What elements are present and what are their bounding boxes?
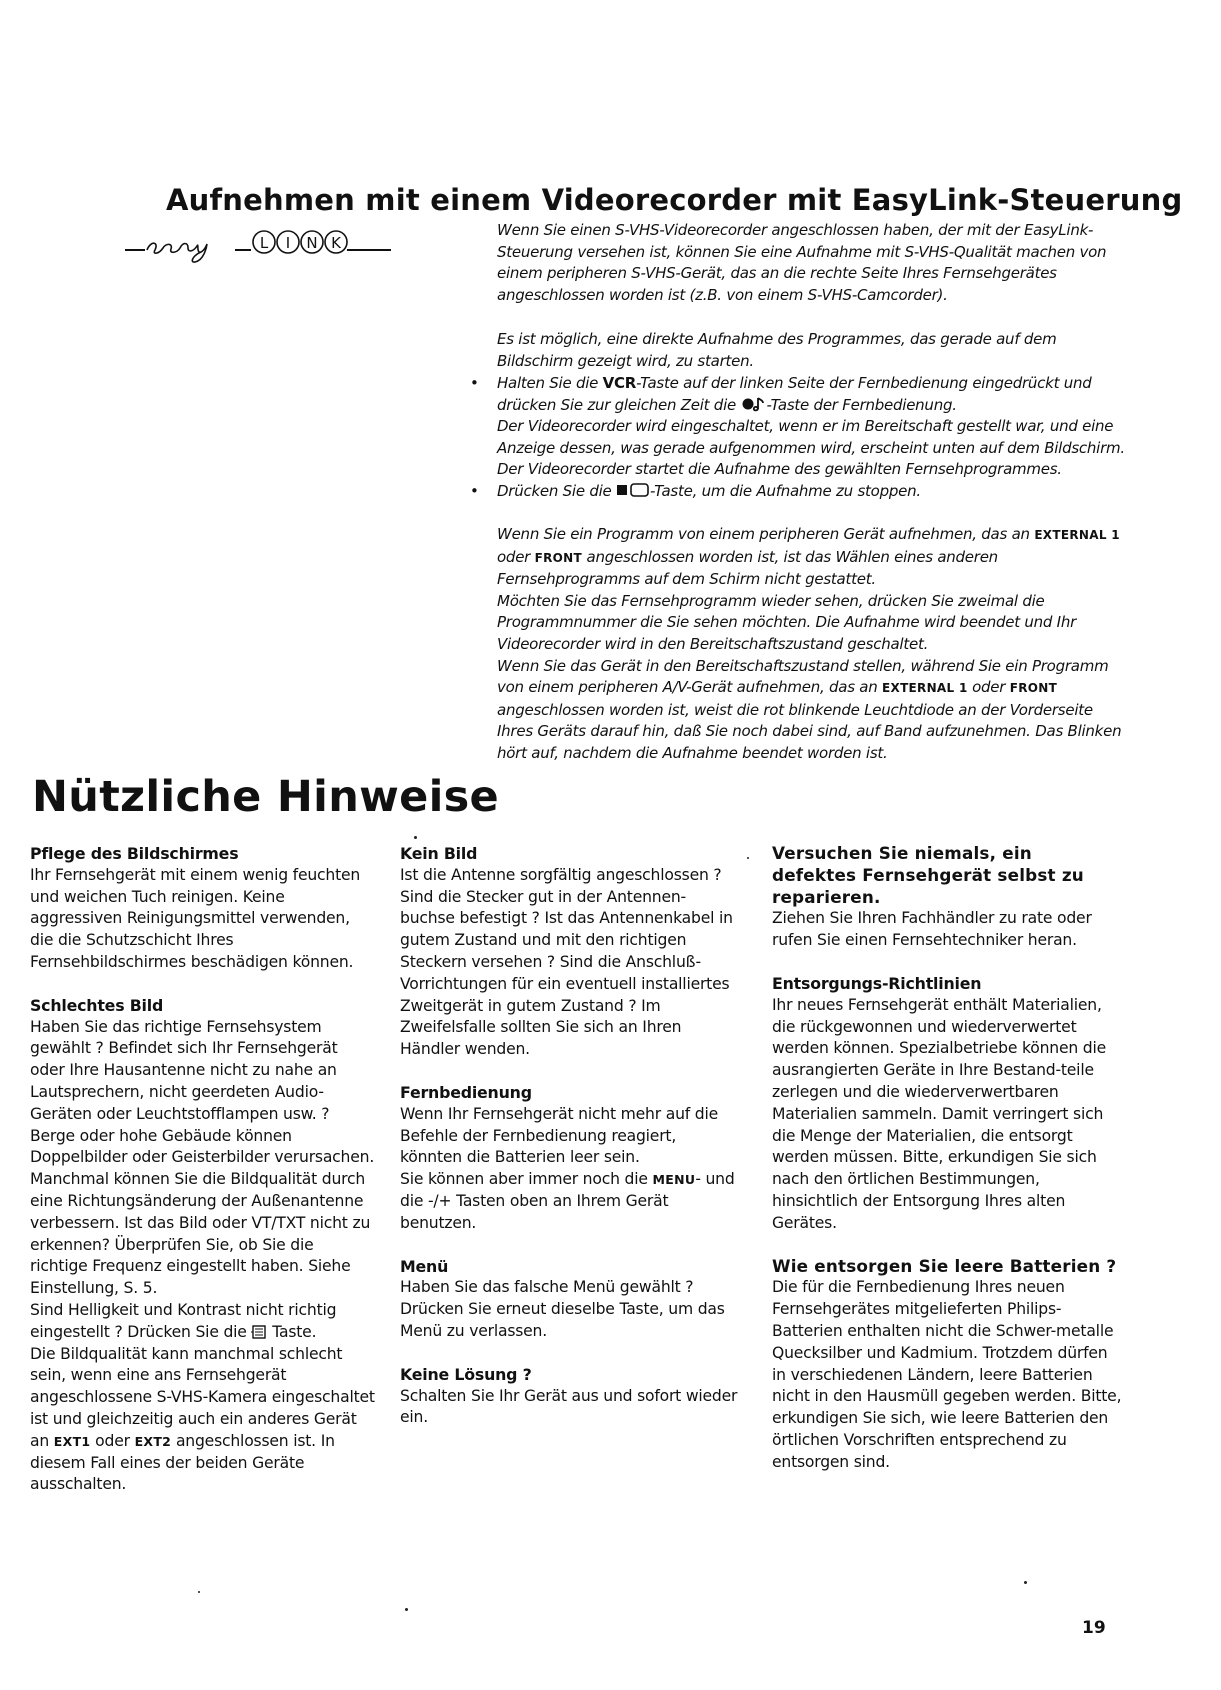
vcr-key-label: VCR xyxy=(602,374,637,392)
section-keine-loesung: Keine Lösung ? Schalten Sie Ihr Gerät aus und sofort wieder ein. xyxy=(400,1364,740,1429)
bullet-icon: • xyxy=(470,481,479,500)
teletext-picture-icon xyxy=(251,1324,267,1338)
direct-recording-paragraph: Es ist möglich, eine direkte Aufnahme des Programmes, das gerade auf dem Bildschirm gezeigt wird, zu starten. xyxy=(497,330,1057,370)
section-title-reparieren: Versuchen Sie niemals, ein defektes Fernsehgerät selbst zu reparieren. xyxy=(772,843,1084,907)
section-title-menue: Menü xyxy=(400,1256,449,1276)
page-number: 19 xyxy=(1082,1618,1106,1638)
stop-icon xyxy=(616,482,650,498)
scan-speck xyxy=(405,1608,408,1611)
scan-speck xyxy=(747,857,749,859)
intro-paragraph: Wenn Sie einen S-VHS-Videorecorder angeschlossen haben, der mit der EasyLink-Steuerung versehen ist, können Sie eine Aufnahme mit S-VHS-Qualität machen von einem peripheren S-VHS-Gerät, das an die rechte Seite Ihres Fernsehgerätes angeschlossen worden ist (z.B. von einem S-VHS-Camcorder). xyxy=(497,221,1107,304)
scan-speck xyxy=(1024,1581,1027,1584)
section-reparieren: Versuchen Sie niemals, ein defektes Fernsehgerät selbst zu reparieren. Ziehen Sie Ihren Fachhändler zu rate oder rufen Sie einen Fernsehtechniker heran. xyxy=(772,843,1122,952)
bullet-stop-recording: • Drücken Sie die -Taste, um die Aufnahme zu stoppen. xyxy=(470,481,1130,503)
section-kein-bild: Kein Bild Ist die Antenne sorgfältig angeschlossen ? Sind die Stecker gut in der Antennen-buchse befestigt ? Ist das Antennenkabel in gutem Zustand und mit den richtigen Steckern versehen ? Sind die Anschluß-Vorrichtungen für ein eventuell installiertes Zweitgerät in gutem Zustand ? Im Zweifelsfalle sollten Sie sich an Ihren Händler wenden. xyxy=(400,843,740,1061)
section-title-fernbedienung: Fernbedienung xyxy=(400,1082,532,1102)
svg-text:N: N xyxy=(306,234,318,252)
svg-text:I: I xyxy=(285,234,291,252)
svg-text:L: L xyxy=(259,234,269,252)
section-entsorgung: Entsorgungs-Richtlinien Ihr neues Fernsehgerät enthält Materialien, die rückgewonnen und wiederverwertet werden können. Spezialbetriebe können die ausrangierten Geräte in Ihre Bestand-teile zerlegen und die wiederverwertbaren Materialien sammeln. Damit verringert sich die Menge der Materialien, die entsorgt werden müssen. Bitte, erkundigen Sie sich nach den örtlichen Bestimmungen, hinsichtlich der Entsorgung Ihres alten Gerätes. xyxy=(772,973,1122,1235)
section-title-pflege: Pflege des Bildschirmes xyxy=(30,844,239,863)
svg-text:K: K xyxy=(331,234,341,252)
section-title-keine-loesung: Keine Lösung ? xyxy=(400,1364,532,1384)
main-heading: Nützliche Hinweise xyxy=(32,772,500,822)
record-icon xyxy=(741,396,767,412)
section-title-batterien: Wie entsorgen Sie leere Batterien ? xyxy=(772,1255,1117,1276)
easylink-logo xyxy=(123,223,393,273)
section-batterien: Wie entsorgen Sie leere Batterien ? Die für die Fernbedienung Ihres neuen Fernsehgerätes mitgelieferten Philips-Batterien enthalten nicht die Schwer-metalle Quecksilber und Kadmium. Trotzdem dürfen in verschiedenen Ländern, leere Batterien nicht in den Hausmüll gegeben werden. Bitte, erkundigen Sie sich, wie leere Batterien den örtlichen Vorschriften entsprechend zu entsorgen sind. xyxy=(772,1255,1122,1471)
bullet-icon: • xyxy=(470,374,479,392)
section-schlechtes-bild: Schlechtes Bild Haben Sie das richtige Fernsehsystem gewählt ? Befindet sich Ihr Fernsehgerät oder Ihre Hausantenne nicht zu nahe an Lautsprechern, nicht geerdeten Audio-Geräten oder Leuchtstofflampen usw. ? Berge oder hohe Gebäude können Doppelbilder oder Geisterbilder verursachen. Manchmal können Sie die Bildqualität durch eine Richtungsänderung der Außenantenne verbessern. Ist das Bild oder VT/TXT nicht zu erkennen? Überprüfen Sie, ob Sie die richtige Frequenz eingestellt haben. Siehe Einstellung, S. 5. Sind Helligkeit und Kontrast nicht richtig eingestellt ? Drücken Sie die Taste. Die Bildqualität kann manchmal schlecht sein, wenn eine ans Fernsehgerät angeschlossene S-VHS-Kamera eingeschaltet ist und gleichzeitig auch ein anderes Gerät an EXT1 oder EXT2 angeschlossen ist. In diesem Fall eines der beiden Geräte ausschalten. xyxy=(30,995,375,1494)
section-title-entsorgung: Entsorgungs-Richtlinien xyxy=(772,973,982,993)
section-title-schlechtes-bild: Schlechtes Bild xyxy=(30,995,164,1015)
hints-column-1 xyxy=(30,843,375,1517)
instruction-bullets xyxy=(470,373,1130,503)
section-menue: Menü Haben Sie das falsche Menü gewählt ? Drücken Sie erneut dieselbe Taste, um das Menü zu verlassen. xyxy=(400,1256,740,1343)
scan-speck xyxy=(198,1591,200,1593)
section-fernbedienung: Fernbedienung Wenn Ihr Fernsehgerät nicht mehr auf die Befehle der Fernbedienung reagiert, könnten die Batterien leer sein. Sie können aber immer noch die MENU- und die -/+ Tasten oben an Ihrem Gerät benutzen. xyxy=(400,1082,740,1235)
svg-text:easy LINK: easy LINK xyxy=(193,269,198,270)
section-pflege: Pflege des Bildschirmes Ihr Fernsehgerät mit einem wenig feuchten und weichen Tuch reinigen. Keine aggressiven Reinigungsmittel verwenden, die die Schutzschicht Ihres Fernsehbildschirmes beschädigen können. xyxy=(30,843,375,974)
hints-column-3 xyxy=(772,843,1122,1495)
external-recording-paragraph: Wenn Sie ein Programm von einem peripheren Gerät aufnehmen, das an EXTERNAL 1 oder FRONT angeschlossen worden ist, ist das Wählen eines anderen Fernsehprogramms auf dem Schirm nicht gestattet. Möchten Sie das Fernsehprogramm wieder sehen, drücken Sie zweimal die Programmnummer die Sie sehen möchten. Die Aufnahme wird beendet und Ihr Videorecorder wird in den Bereitschaftszustand geschaltet. Wenn Sie das Gerät in den Bereitschaftszustand stellen, während Sie ein Programm von einem peripheren A/V-Gerät aufnehmen, das an EXTERNAL 1 oder FRONT angeschlossen worden ist, weist die rot blinkende Leuchtdiode an der Vorderseite Ihres Geräts darauf hin, daß Sie noch dabei sind, auf Band aufzunehmen. Das Blinken hört auf, nachdem die Aufnahme beendet worden ist. xyxy=(497,525,1122,762)
hints-column-2 xyxy=(400,843,740,1450)
section-title-kein-bild: Kein Bild xyxy=(400,844,478,863)
scan-speck xyxy=(414,836,417,839)
section-title: Aufnehmen mit einem Videorecorder mit EasyLink-Steuerung xyxy=(166,183,1183,218)
bullet-start-recording: • Halten Sie die VCR-Taste auf der linken Seite der Fernbedienung eingedrückt und drücken Sie zur gleichen Zeit die -Taste der Fernbedienung. Der Videorecorder wird eingeschaltet, wenn er im Bereitschaft gestellt war, und eine Anzeige dessen, was gerade aufgenommen wird, erscheint unten auf dem Bildschirm. Der Videorecorder startet die Aufnahme des gewählten Fernsehprogrammes. xyxy=(470,374,1125,479)
